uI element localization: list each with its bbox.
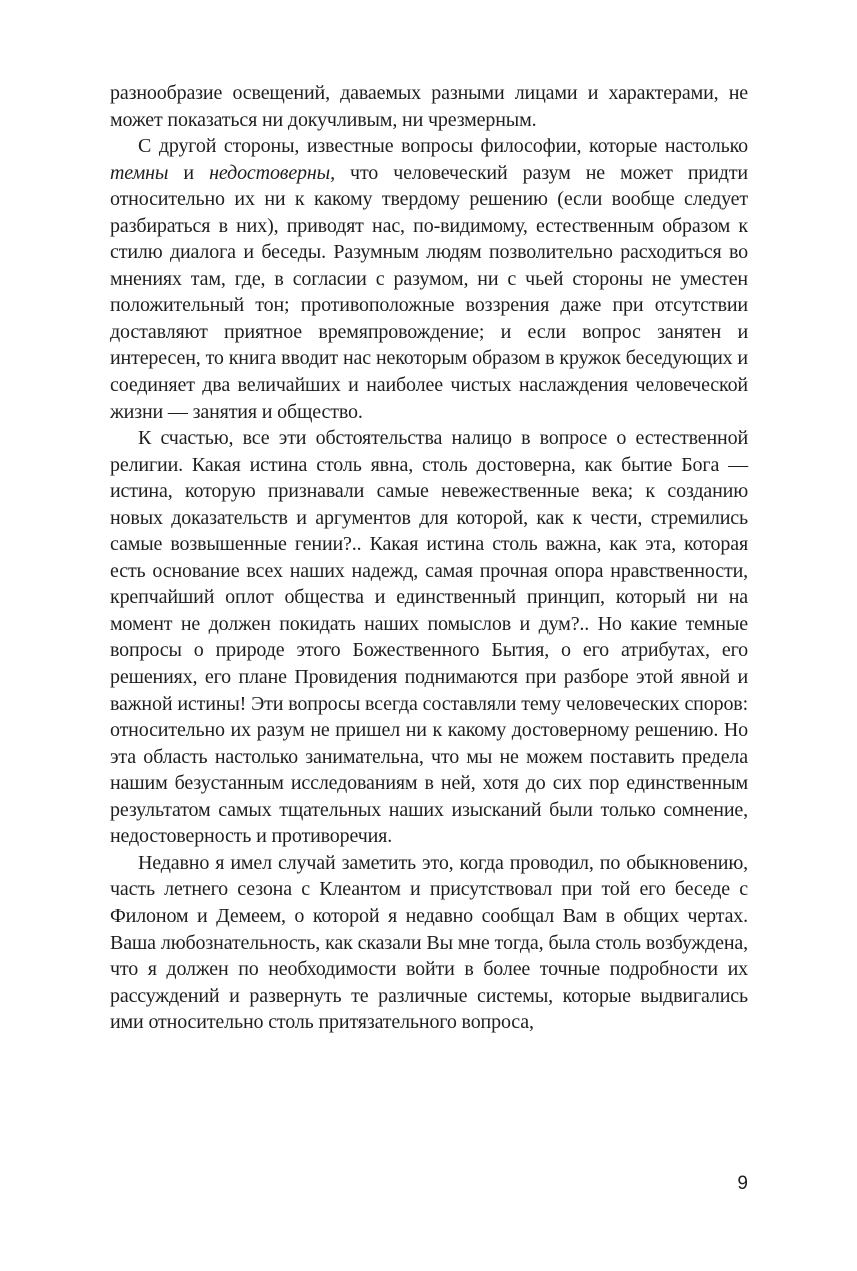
paragraph xyxy=(110,850,748,1036)
text-run: и xyxy=(168,161,210,184)
text-run: К счастью, все эти обстоятельства налицо в вопросе о естественной религии. Какая истина столь явна, столь достоверна, как бытие Бога — истина, которую признавали самые невежественные века; к созданию новых доказательств и аргументов для которой, как к чести, стремились самые возвышенные гении?.. Какая истина столь важна, как эта, которая есть основание всех наших надежд, самая прочная опора нравственности, крепчайший оплот общества и единственный принцип, который ни на момент не должен покидать наших помыслов и дум?.. Но какие темные вопросы о природе этого Божественного Бытия, о его атрибутах, его решениях, его плане Провидения поднимаются при разборе этой явной и важной истины! Эти вопросы всегда составляли тему человеческих споров: относительно их разум не пришел ни к какому достоверному решению. Но эта область настолько занимательна, что мы не можем поставить предела нашим безустанным исследованиям в ней, хотя до сих пор единственным результатом самых тщательных наших изысканий были только сомнение, недостоверность и противоречия. xyxy=(110,427,748,848)
paragraph xyxy=(110,133,748,425)
text-block xyxy=(110,80,748,1036)
text-run-italic: темны xyxy=(110,161,169,184)
text-run: разнообразие освещений, даваемых разными лицами и характерами, не может показаться ни докучливым, ни чрезмерным. xyxy=(110,82,748,131)
text-run-italic: недостоверны, xyxy=(209,161,335,184)
page-number: 9 xyxy=(737,1173,748,1194)
paragraph xyxy=(110,80,748,133)
paragraph xyxy=(110,425,748,850)
text-run: что человеческий разум не может придти относительно их ни к какому твердому решению (если вообще следует разбираться в них), приводят нас, по-видимому, естественным образом к стилю диалога и беседы. Разумным людям позволительно расходиться во мнениях там, где, в согласии с разумом, ни с чьей стороны не уместен положительный тон; противоположные воззрения даже при отсутствии доставляют приятное времяпровождение; и если вопрос занятен и интересен, то книга вводит нас некоторым образом в кружок беседующих и соединяет два величайших и наиболее чистых наслаждения человеческой жизни — занятия и общество. xyxy=(110,161,748,423)
text-run: Недавно я имел случай заметить это, когда проводил, по обыкновению, часть летнего сезона с Клеантом и присутствовал при той его беседе с Филоном и Демеем, о которой я недавно сообщал Вам в общих чертах. Ваша любознательность, как сказали Вы мне тогда, была столь возбуждена, что я должен по необходимости войти в более точные подробности их рассуждений и развернуть те различные системы, которые выдвигались ими относительно столь притязательного вопроса, xyxy=(110,851,748,1034)
text-run: С другой стороны, известные вопросы философии, которые настолько xyxy=(138,135,748,158)
